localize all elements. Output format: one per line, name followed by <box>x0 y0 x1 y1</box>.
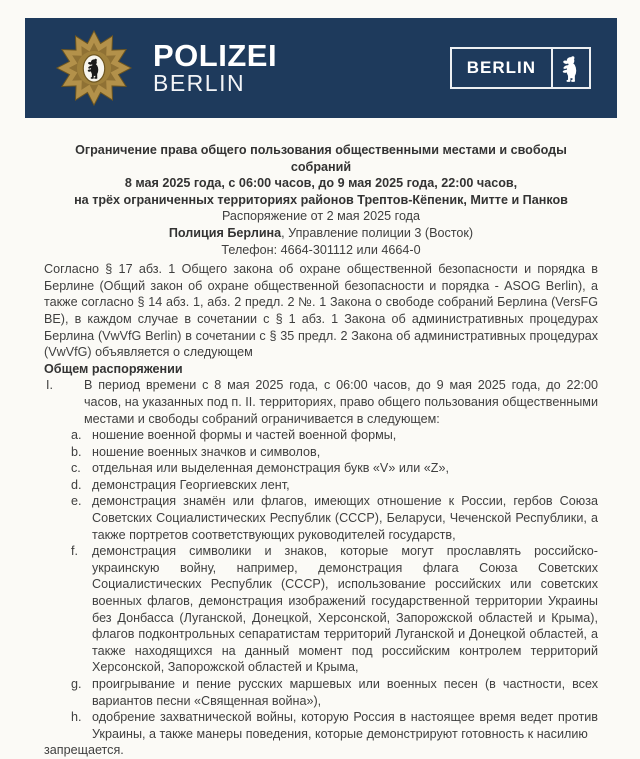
list-item-c-text: отдельная или выделенная демонстрация букв «V» или «Z», <box>92 461 449 476</box>
list-item-a <box>71 427 598 444</box>
berlin-state-logo <box>450 47 591 89</box>
berlin-logo-label: BERLIN <box>466 58 536 77</box>
list-item-e <box>71 493 598 543</box>
list-item-e-text: демонстрация знамён или флагов, имеющих отношение к России, гербов Союза Советских Социалистических Республик (СССР), Беларуси, Чеченской Республики, а также портретов соответствующих руководителей государств, <box>92 494 598 542</box>
wordmark-polizei: POLIZEI <box>153 38 278 73</box>
decree-date-line: Распоряжение от 2 мая 2025 года <box>221 209 421 224</box>
list-item-c <box>71 460 598 477</box>
list-item-h <box>71 709 598 742</box>
polizei-berlin-wordmark <box>153 38 278 96</box>
legal-basis-paragraph: Согласно § 17 абз. 1 Общего закона об охране общественной безопасности и порядка в Берлине (Общий закон об охране общественной безопасности и порядка - ASOG Berlin), а также согласно § 14 абз. 1, абз. 2 предл. 2 №. 1 Закона о свободе собраний Берлина (VersFG BE), в каждом случае в сочетании с § 1 абз. 1 Закона об административных процедурах Берлина (VwVfG Berlin) в сочетании с § 35 предл. 2 Закона об административных процедурах (VwVfG) объявляется о следующем <box>44 262 598 360</box>
list-item-b-text: ношение военных значков и символов, <box>92 444 321 459</box>
doc-title-line-1: Ограничение права общего пользования общественными местами и свободы собраний <box>75 143 567 174</box>
doc-title-line-3: на трёх ограниченных территориях районов Трептов-Кёпеник, Митте и Панков <box>74 192 568 207</box>
list-item-h-text: одобрение захватнической войны, которую Россия в настоящее время ведет против Украины, а также манеры поведения, которые демонстрируют готовность к насилию <box>92 710 598 741</box>
police-star-badge-icon <box>55 29 133 107</box>
list-item-f-marker: f. <box>71 544 78 559</box>
list-item-f-text: демонстрация символики и знаков, которые могут прославлять российско-украинскую войну, например, демонстрация флага Союза Советских Социалистических Республик (СССР), использование российских или советских военных флагов, демонстрация изображений государственной территории Украины без Донбасса (Луганской, Донецкой, Херсонской, Запорожской областей и Крыма), флагов подконтрольных сепаратистам территорий Луганской и Донецкой областей, а также находящихся на данный момент под российским контролем территорий Херсонской, Запорожской областей и Крыма, <box>92 544 598 675</box>
list-item-g-marker: g. <box>71 677 82 691</box>
phone-line: Телефон: 4664-301112 или 4664-0 <box>221 242 421 257</box>
doc-title-line-2: 8 мая 2025 года, с 06:00 часов, до 9 мая 2025 года, 22:00 часов, <box>124 176 518 191</box>
closing-prohibition: запрещается. <box>44 743 124 758</box>
list-item-c-marker: c. <box>71 461 81 476</box>
wordmark-berlin: BERLIN <box>153 70 246 96</box>
issuer-department: , Управление полиции 3 (Восток) <box>281 225 474 240</box>
polizei-berlin-header <box>25 18 617 118</box>
section-I <box>44 377 598 427</box>
list-item-g-text: проигрывание и пение русских маршевых или военных песен (в частности, всех вариантов песни «Священная война»), <box>92 677 598 708</box>
issuer-name: Полиция Берлина <box>168 225 282 240</box>
list-item-e-marker: e. <box>71 494 82 509</box>
list-item-d-marker: d. <box>71 477 82 492</box>
list-item-d-text: демонстрация Георгиевских лент, <box>92 477 290 492</box>
list-item-a-text: ношение военной формы и частей военной формы, <box>92 428 397 443</box>
list-item-a-marker: a. <box>71 428 82 443</box>
restriction-list <box>71 427 598 742</box>
issuer-line <box>44 225 598 242</box>
section-I-marker: I. <box>46 378 53 393</box>
list-item-b <box>71 444 598 461</box>
list-item-d <box>71 477 598 494</box>
section-I-intro: В период времени с 8 мая 2025 года, с 06:00 часов, до 9 мая 2025 года, до 22:00 часов, на указанных под п. II. территориях, право общего пользования общественными местами и свободы собраний ограничивается в следующем: <box>84 378 598 426</box>
berlin-bear-icon <box>562 55 580 82</box>
general-order-heading: Общем распоряжении <box>44 361 183 376</box>
list-item-h-marker: h. <box>71 710 82 725</box>
list-item-g <box>71 676 598 709</box>
berlin-bear-cell <box>551 49 589 87</box>
decree-document <box>44 142 598 759</box>
list-item-f <box>71 543 598 676</box>
list-item-b-marker: b. <box>71 444 82 459</box>
